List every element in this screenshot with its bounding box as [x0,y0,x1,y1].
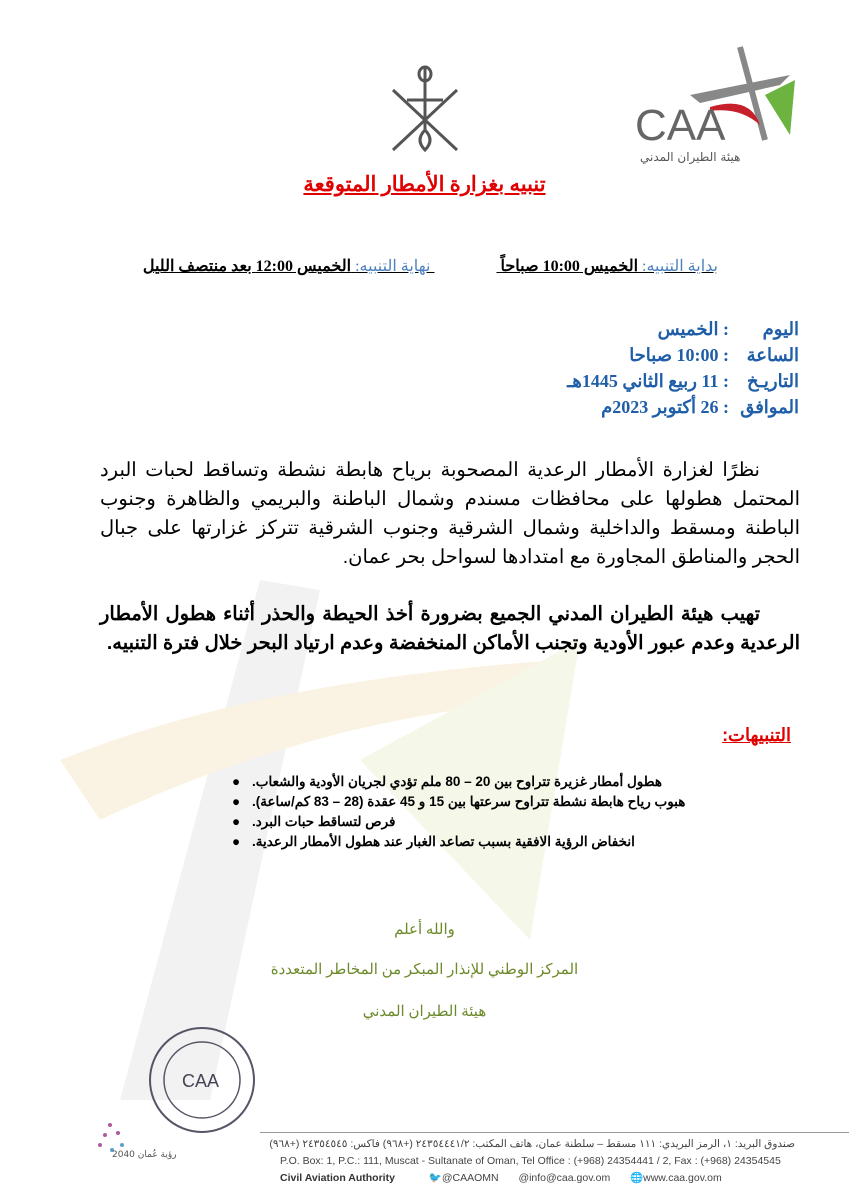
body-paragraph-2: تهيب هيئة الطيران المدني الجميع بضرورة أخذ الحيطة والحذر أثناء هطول الأمطار الرعدية وعدم عبور الأودية وتجنب الأماكن المنخفضة وعدم ارتياد البحر خلال فترة التنبيه. [100,603,800,654]
meta-value: : 10:00 صباحا [629,345,729,365]
meta-key: التاريـخ [747,371,799,391]
globe-icon: 🌐 [630,1172,644,1184]
bullet-icon: ● [232,794,241,809]
footer-website[interactable]: www.caa.gov.om [643,1172,722,1184]
closing-line-2: المركز الوطني للإنذار المبكر من المخاطر المتعددة [270,962,579,978]
list-item [232,832,685,852]
meta-value: : 11 ربيع الثاني 1445هـ [567,371,729,391]
svg-text:CAA: CAA [635,101,726,145]
footer-arabic-address: صندوق البريد: ١، الرمز البريدي: ١١١ مسقط – سلطنة عمان، هاتف المكتب: ٢٤٣٥٤٤٤١/٢ (+٩٦٨) فاكس: ٢٤٣٥٤٥٤٥ (+٩٦٨) [269,1138,795,1150]
alert-meta [567,316,799,420]
closing-line-1: والله أعلم [394,922,455,938]
list-item-text: هبوب رياح هابطة نشطة تتراوح سرعتها بين 15 و 45 عقدة (28 – 83 كم/ساعة). [252,794,686,809]
bullet-icon: ● [232,814,241,829]
meta-row-gregorian-date [567,394,799,420]
oman-vision-logo-icon [50,1105,160,1175]
twitter-icon: 🐦 [428,1172,442,1184]
footer-contacts [280,1171,722,1184]
meta-row-time [567,342,799,368]
meta-key: الساعة [746,345,799,365]
end-label: نهاية التنبيه: [355,258,431,275]
caa-logo-arabic: هيئة الطيران المدني [640,150,741,164]
page-title: تنبيه بغزارة الأمطار المتوقعة [303,172,546,196]
meta-key: اليوم [762,319,799,339]
list-item-text: هطول أمطار غزيرة تتراوح بين 20 – 80 ملم تؤدي لجريان الأودية والشعاب. [252,774,662,789]
start-label: بداية التنبيه: [642,258,718,275]
footer-english-address: P.O. Box: 1, P.C.: 111, Muscat - Sultanate of Oman, Tel Office : (+968) 24354441 / 2, Fax : (+968) 24354545 [280,1155,781,1167]
list-item-text: فرص لتساقط حبات البرد. [252,814,396,829]
meta-value: : 26 أكتوبر 2023م [601,397,729,417]
footer-org: Civil Aviation Authority [280,1172,395,1184]
list-item-text: انخفاض الرؤية الافقية بسبب تصاعد الغبار عند هطول الأمطار الرعدية. [252,834,635,849]
notes-list [232,772,685,852]
svg-text:CAA: CAA [182,1071,220,1091]
meta-row-hijri-date [567,368,799,394]
list-item [232,812,685,832]
footer-twitter[interactable]: @CAAOMN [441,1172,499,1184]
body-paragraph-1: نظرًا لغزارة الأمطار الرعدية المصحوبة برياح هابطة نشطة وتساقط لحبات البرد المحتمل هطولها على محافظات مسندم وشمال الباطنة والبريمي والظاهرة وجنوب الباطنة ومسقط والداخلية وشمال الشرقية وجنوب الشرقية تتركز غزارتها على جبال الحجر والمناطق المجاورة مع امتدادها لسواحل بحر عمان. [100,459,800,568]
caa-airplane-icon [630,45,810,145]
meta-key: الموافق [740,397,799,417]
start-value: الخميس 10:00 صباحاً [500,258,639,275]
oman-emblem-icon [385,60,465,155]
caa-logo [630,45,810,170]
closing-line-3: هيئة الطيران المدني [362,1004,487,1020]
bullet-icon: ● [232,774,241,789]
end-value: الخميس 12:00 بعد منتصف الليل [142,258,352,275]
footer-email[interactable]: @info@caa.gov.om [518,1172,611,1184]
alert-period [118,256,718,276]
vision-logo-text: رؤية عُمان 2040 [112,1150,177,1160]
meta-value: : الخميس [657,319,729,339]
footer-divider [260,1132,849,1133]
meta-row-day [567,316,799,342]
list-item [232,772,685,792]
bullet-icon: ● [232,834,241,849]
notes-title: التنبيهات: [722,725,791,745]
list-item [232,792,685,812]
